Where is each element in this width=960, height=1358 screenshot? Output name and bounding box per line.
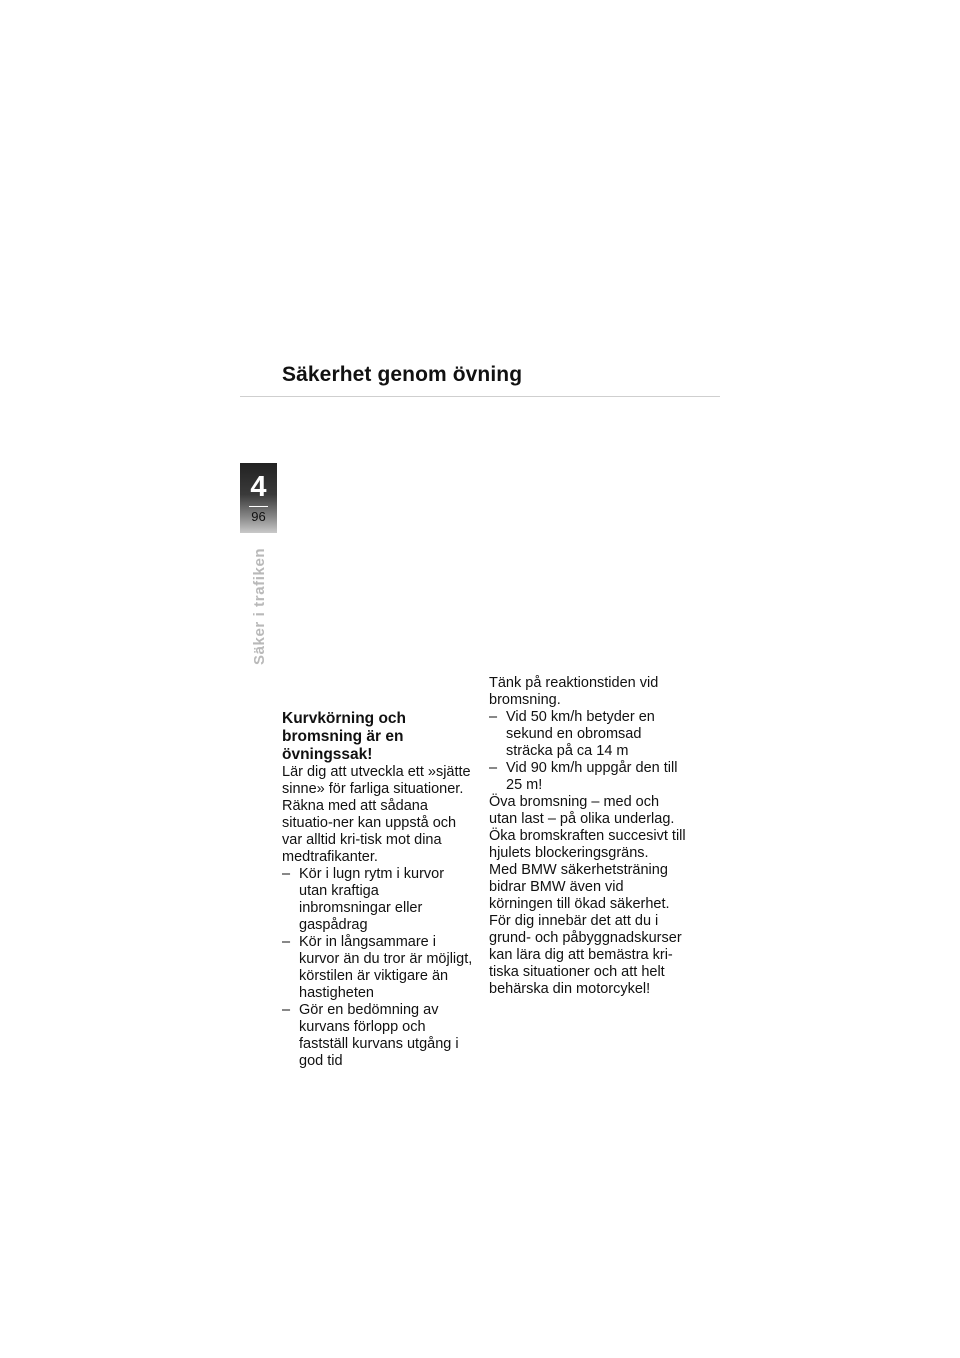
list-item: – Kör i lugn rytm i kurvor utan kraftiga inbromsningar eller gaspådrag xyxy=(282,866,474,934)
paragraph: För dig innebär det att du i grund- och påbyggnadskurser kan lära dig att bemästra kri-tiska situationer och att helt behärska din motorcykel! xyxy=(489,913,682,997)
chapter-side-label: Säker i trafiken xyxy=(251,547,268,665)
paragraph: Med BMW säkerhetsträning bidrar BMW även vid körningen till ökad säkerhet. xyxy=(489,862,670,912)
chapter-number: 4 xyxy=(250,471,267,503)
paragraph: Öva bromsning – med och utan last – på olika underlag. xyxy=(489,794,675,827)
left-column xyxy=(282,710,474,1070)
list-item: – Gör en bedömning av kurvans förlopp och fastställ kurvans utgång i god tid xyxy=(282,1002,474,1070)
intro-paragraph: Lär dig att utveckla ett »sjätte sinne» för farliga situationer. Räkna med att sådana situatio-ner kan uppstå och var alltid kri-tisk mot dina medtrafikanter. xyxy=(282,764,471,865)
page-title: Säkerhet genom övning xyxy=(282,363,523,386)
cornering-tips-list xyxy=(282,866,474,1070)
right-column xyxy=(489,675,689,998)
chapter-divider xyxy=(249,506,268,507)
paragraph: Öka bromskraften succesivt till hjulets blockeringsgräns. xyxy=(489,828,686,861)
section-heading: Kurvkörning och bromsning är en övningssak! xyxy=(282,710,407,763)
chapter-tab xyxy=(240,463,277,533)
braking-distance-list xyxy=(489,709,689,794)
title-divider xyxy=(240,396,720,397)
list-item: – Vid 50 km/h betyder en sekund en obromsad sträcka på ca 14 m xyxy=(489,709,689,760)
reaction-time-paragraph: Tänk på reaktionstiden vid bromsning. xyxy=(489,675,659,708)
list-item: – Kör in långsammare i kurvor än du tror är möjligt, körstilen är viktigare än hastigheten xyxy=(282,934,474,1002)
page-number: 96 xyxy=(251,509,266,524)
list-item: – Vid 90 km/h uppgår den till 25 m! xyxy=(489,760,689,794)
